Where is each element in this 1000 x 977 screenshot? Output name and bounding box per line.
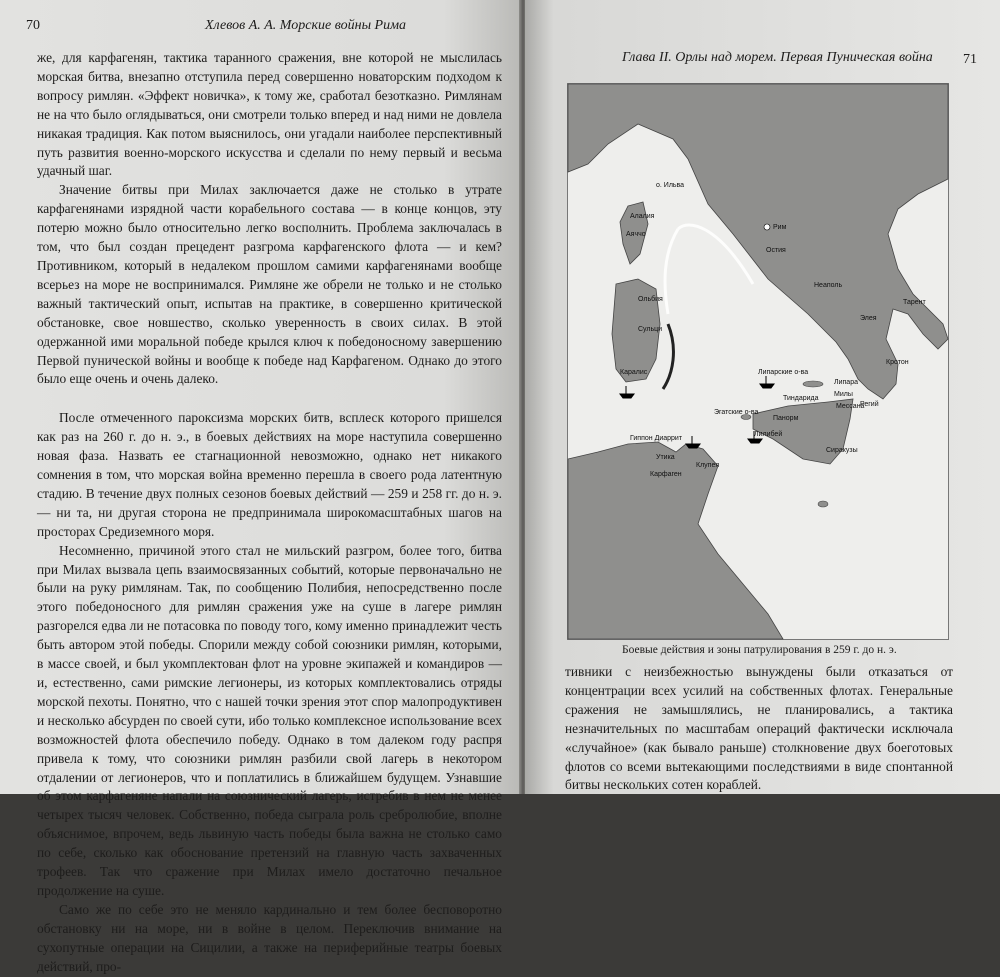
- label-lipari-isl: Липарские о-ва: [758, 369, 809, 376]
- label-croton: Кротон: [886, 359, 909, 366]
- right-text-block: [565, 663, 953, 795]
- label-rome: Рим: [773, 224, 787, 231]
- running-head-right: Глава II. Орлы над морем. Первая Пуническая война: [622, 50, 933, 65]
- label-ostia: Остия: [766, 247, 786, 254]
- lipari-islands: [803, 381, 823, 387]
- label-sulci: Сульци: [638, 326, 663, 333]
- map-svg: [568, 84, 948, 639]
- label-corsica: Аяччо: [626, 231, 646, 238]
- label-caralis: Каралис: [620, 369, 648, 376]
- label-panormus: Панорм: [773, 415, 799, 422]
- label-tarentum: Тарент: [903, 299, 926, 306]
- label-lipara: Липара: [834, 379, 858, 386]
- label-alalia: Алалия: [630, 213, 655, 220]
- label-mylae: Милы: [834, 391, 853, 398]
- label-lilybaeum: Лилибей: [754, 431, 783, 438]
- paragraph: же, для карфагенян, тактика таранного сражения, вне которой не мыслилась морская битва, внезапно отступила перед совершенно новаторским подходом к вопросу римлян. «Эффект новичка», к тому же, сработал безотказно. Римлянам не на что было оглядываться, они смотрели только вперед и над ними не довлела никакая традиция. Как потом выяснилось, они угадали наиболее перспективный путь развития военно-морского искусства и сделали по нему первый и весьма удачный шаг.: [37, 50, 502, 179]
- paragraph: тивники с неизбежностью вынуждены были отказаться от концентрации всех усилий на собственных флотах. Генеральные сражения не замышлялись, не планировались, а тактика незначительных по масштабам операций фактически исключала «случайное» (как бывало раньше) столкновение двух боеготовых флотов со всеми вытекающими последствиями в виде спонтанной битвы нескольких сотен кораблей.: [565, 664, 953, 793]
- label-neapolis: Неаполь: [814, 282, 843, 289]
- running-head-left: Хлевов А. А. Морские войны Рима: [205, 18, 407, 33]
- page-number-right: 71: [963, 52, 977, 67]
- label-tyndaris: Тиндарида: [783, 395, 819, 402]
- map-figure: [567, 83, 949, 640]
- paragraph: После отмеченного пароксизма морских битв, всплеск которого пришелся как раз на 260 г. до н. э., в боевых действиях на море наступила совершенно новая фаза. Назвать ее стагнационной невозможно, однако нет никакого сомнения в том, что морская война временно перешла в своего рода латентную стадию. В течение двух полных сезонов боевых действий — 259 и 258 гг. до н. э. — ни та, ни другая сторона не предпринимала широкомасштабных шагов на просторах Средиземного моря.: [37, 410, 502, 539]
- page-number-left: 70: [26, 18, 40, 33]
- map-caption: Боевые действия и зоны патрулирования в 259 г. до н. э.: [622, 644, 897, 656]
- label-syracuse: Сиракузы: [826, 447, 858, 454]
- paragraph: Значение битвы при Милах заключается даже не столько в утрате карфагенянами изрядной части корабельного состава — в конце концов, эту потерю можно было относительно легко восполнить. Проблема заключалась в том, что был создан прецедент разгрома карфагенского флота — и кем? Противником, который в недалеком прошлом самими карфагенянами вообще всерьез на море не воспринимался. Римляне же обрели не только и не столько важный тактический опыт, испытав на практике, в совершенно критической обстановке, свое новшество, сколько уверенность в своих силах. В этой одержанной ими моральной победе крылся ключ к победоносному завершению Первой пунической войны и вообще к победе над Карфагеном. Однако до этого было еще очень и очень далеко.: [37, 182, 502, 387]
- label-carthage: Карфаген: [650, 471, 682, 478]
- label-utica: Утика: [656, 454, 675, 461]
- paragraph: Само же по себе это не меняло кардинально и тем более бесповоротно обстановку ни на море, ни в войне в целом. Переключив внимание на сухопутные операции на Сицилии, а также на периферийные театры боевых действий, про-: [37, 901, 502, 974]
- label-egadi: Эгатские о-ва: [714, 409, 759, 416]
- label-rhegium: Регий: [860, 401, 879, 408]
- label-clupea: Клупея: [696, 462, 720, 469]
- label-olbia: Ольбия: [638, 296, 663, 303]
- label-hippo: Гиппон Диаррит: [630, 435, 683, 442]
- label-ilva: о. Ильва: [656, 182, 685, 189]
- label-elea: Элея: [860, 315, 877, 322]
- label-messana: Мессана: [836, 403, 865, 410]
- paragraph: Несомненно, причиной этого стал не мильский разгром, более того, битва при Милах вызвала цепь взаимосвязанных событий, которые первоначально не были на руку римлянам. Так, по сообщению Полибия, непосредственно после этого победоносного для римлян сражения уже на суше в лагере римлян разгорелся едва ли не потасовка по поводу того, кому именно принадлежит честь быть автором этой победы. Спорили между собой союзники римлян, которыми, в массе своей, и был укомплектован флот на уровне экипажей и командиров — и, естественно, сами римские легионеры, из которых комплектовались отряды морской пехоты. Понятно, что с нашей точки зрения этот спор малопродуктивен и несколько абсурден по своей сути, ибо только комплексное использование всех возможностей флота обеспечило победу. Однако в том далеком году распря привела к тому, что союзники римлян разбили свой лагерь в некотором отдалении от легионеров, что и поплатились в ближайшем будущем. Узнавшие об этом карфагеняне напали на союзнический лагерь, истребив в нем не менее четырех тысяч человек. Собственно, победа сыграла роль сребролюбие, вполне объяснимое, впрочем, ведь львиную часть победы была важна не столько само по себе, сколько как обоснование претензий на главную часть захваченных трофеев. Так что сражение при Милах имело достаточно печальное продолжение на суше.: [37, 542, 502, 898]
- malta-island: [818, 501, 828, 507]
- left-text-block: [37, 49, 502, 977]
